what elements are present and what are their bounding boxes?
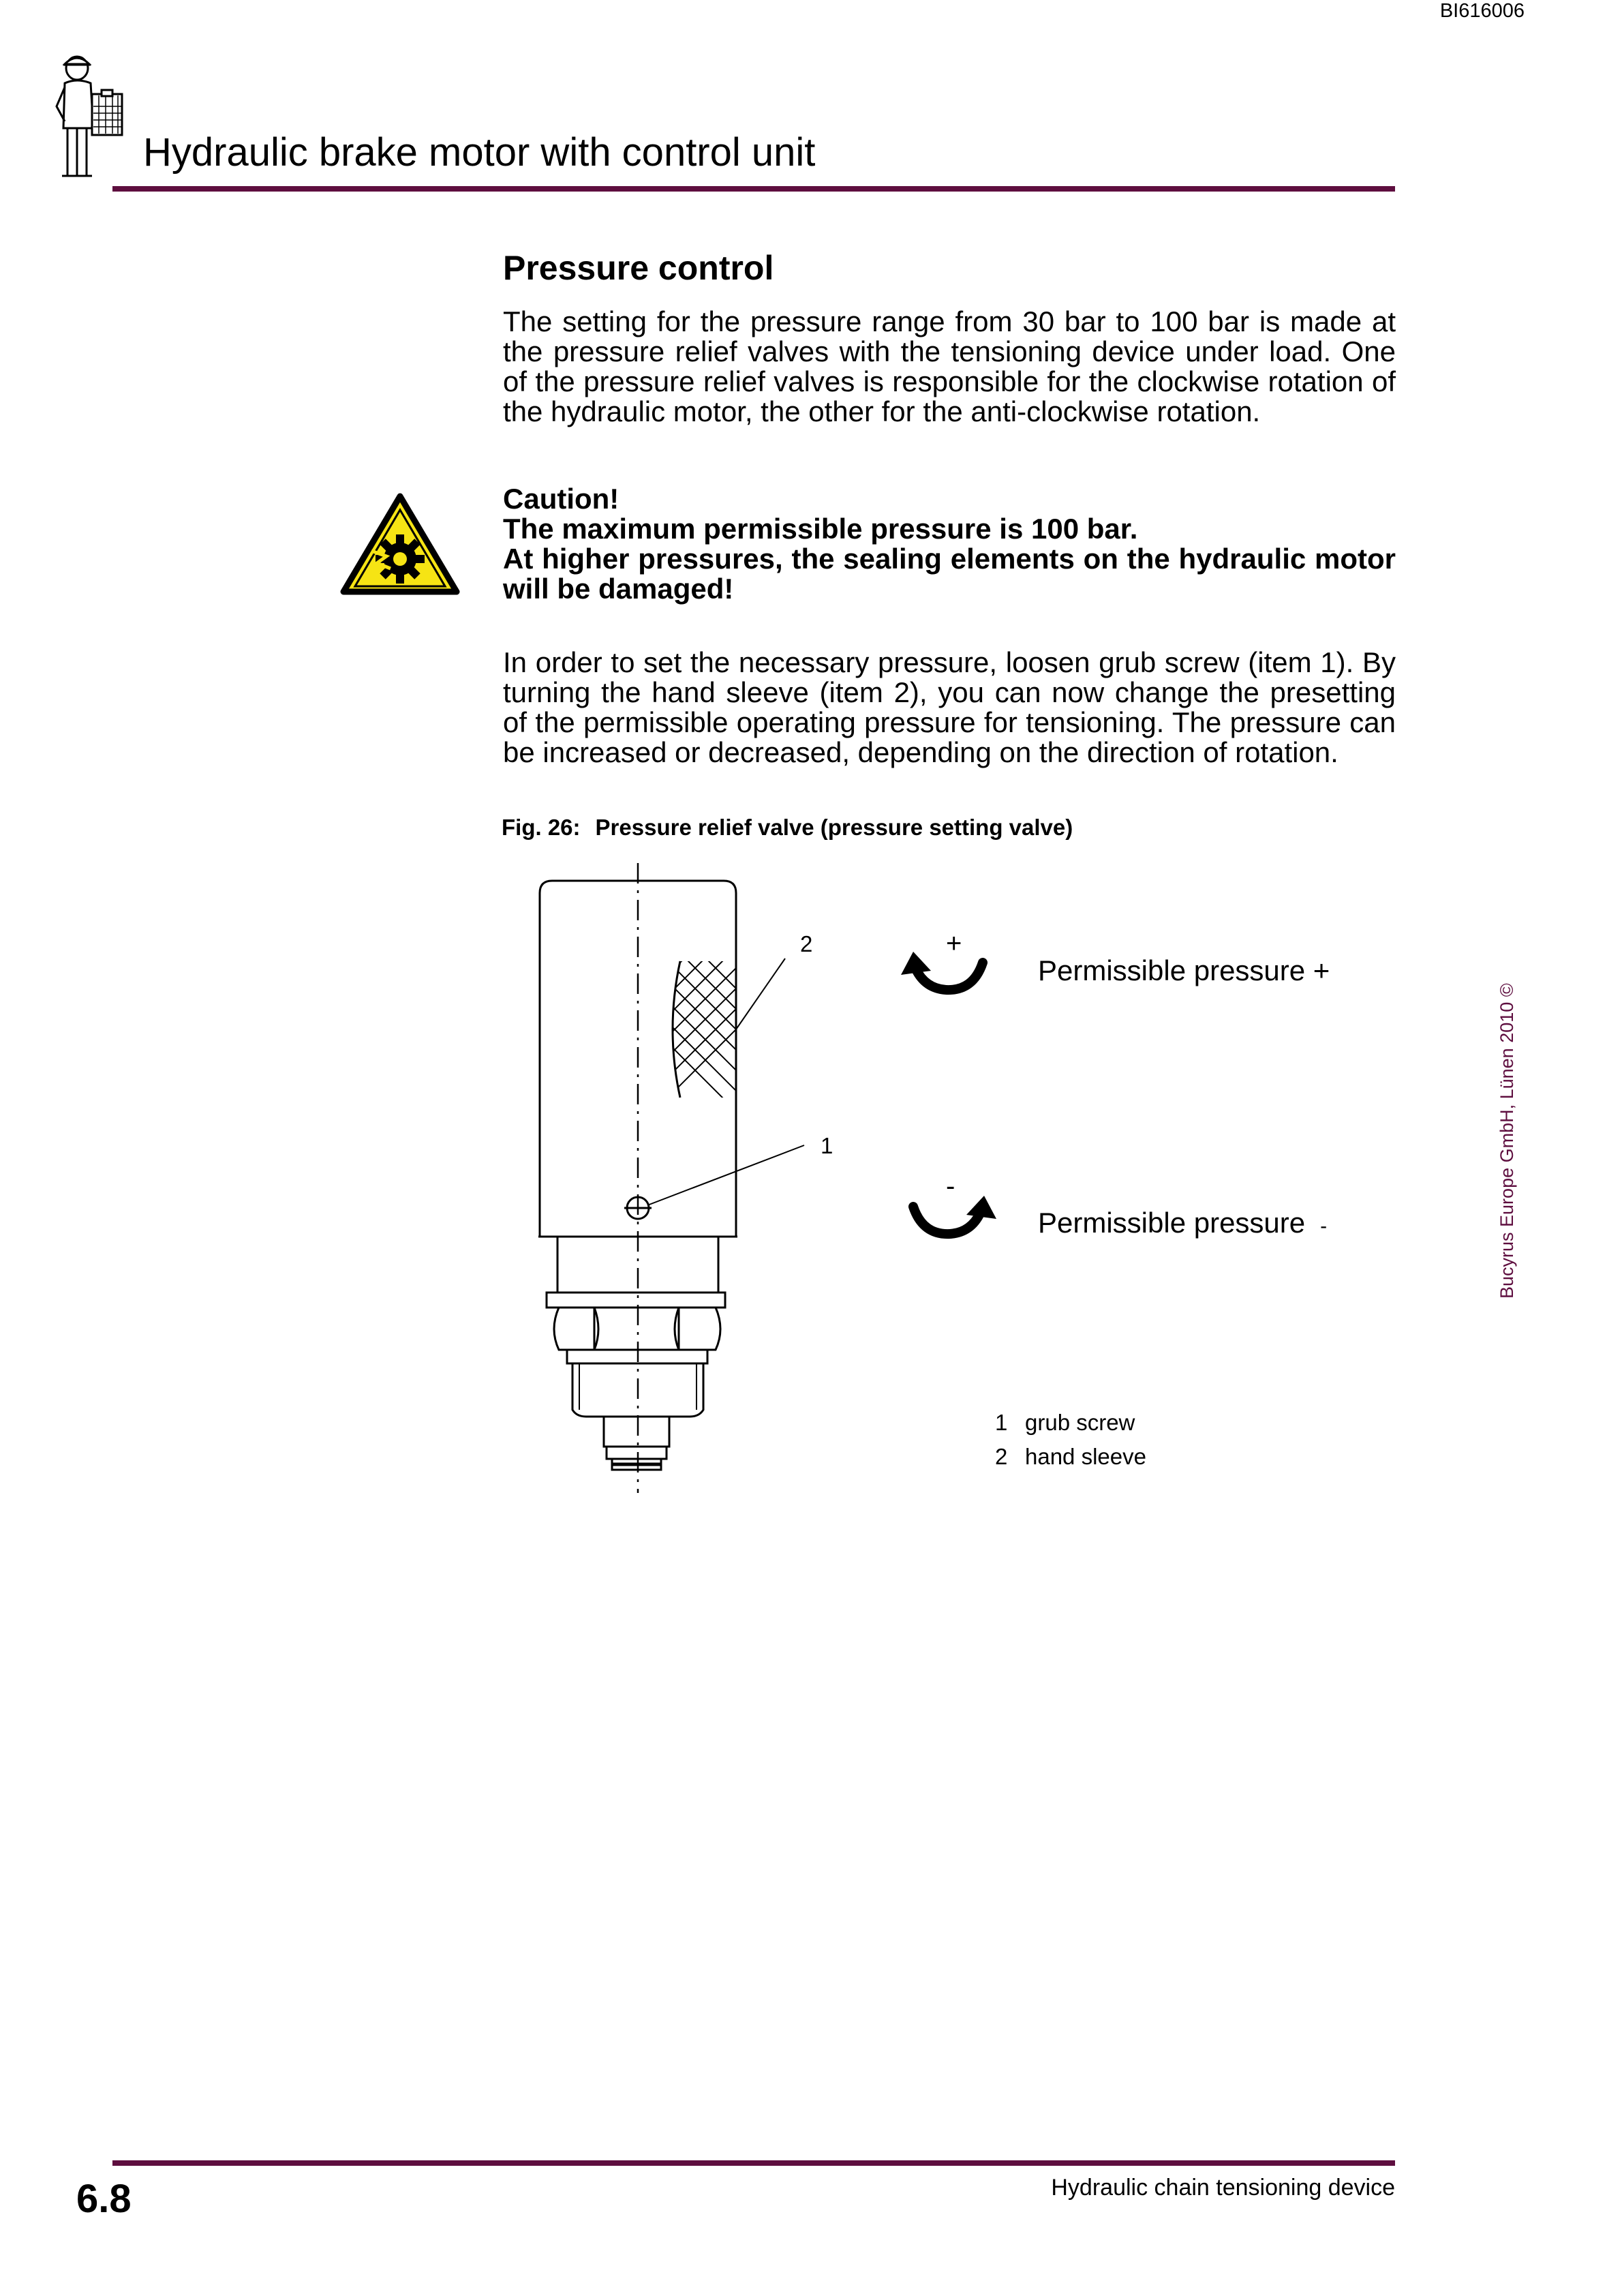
copyright-icon: © [1497,983,1517,997]
permissible-pressure-minus-sign: - [1320,1215,1328,1237]
callout-2: 2 [800,931,813,956]
permissible-pressure-minus [1038,1207,1327,1239]
caution-heading: Caution! [503,483,619,515]
legend-label: grub screw [1025,1410,1135,1435]
figure-number: Fig. 26: [502,815,581,840]
plus-sign: + [946,928,962,958]
footer-manual-title: Hydraulic chain tensioning device [1051,2175,1395,2201]
footer-rule [112,2160,1395,2166]
legend-item [995,1444,1146,1470]
technician-icon [51,53,136,183]
valve-drawing [532,859,845,1500]
legend-number: 2 [995,1444,1008,1469]
figure-caption-text: Pressure relief valve (pressure setting valve) [595,815,1073,840]
document-id: BI616006 [1439,0,1525,22]
page-number: 6.8 [76,2177,132,2221]
permissible-pressure-minus-text: Permissible pressure [1038,1207,1306,1239]
copyright-text: Bucyrus Europe GmbH, Lünen 2010 [1497,1001,1517,1299]
figure-caption [502,815,1073,841]
callout-1: 1 [821,1133,833,1158]
caution-block [503,484,1396,604]
legend-item [995,1410,1135,1436]
header-rule [112,186,1395,192]
caution-line-1: The maximum permissible pressure is 100 bar. [503,513,1138,545]
page-title: Hydraulic brake motor with control unit [143,130,816,175]
permissible-pressure-plus: Permissible pressure + [1038,954,1330,986]
intro-paragraph: The setting for the pressure range from 30 bar to 100 bar is made at the pressure relief valves with the tensioning device under load. One of the pressure relief valves is responsible for the clockwise rotation of the hydraulic motor, the other for the anti-clockwise rotation. [503,305,1396,427]
instruction-paragraph: In order to set the necessary pressure, loosen grub screw (item 1). By turning the hand sleeve (item 2), you can now change the presetting of the permissible operating pressure for tensioning. The pressure can be increased or decreased, depending on the direction of rotation. [503,646,1396,768]
caution-line-2: At higher pressures, the sealing elements on the hydraulic motor will be damaged! [503,543,1396,605]
copyright-notice [1497,983,1518,1299]
minus-sign: - [946,1171,955,1201]
warning-triangle-icon [339,492,461,596]
legend-number: 1 [995,1410,1008,1435]
section-title: Pressure control [503,249,774,287]
legend-label: hand sleeve [1025,1444,1146,1469]
